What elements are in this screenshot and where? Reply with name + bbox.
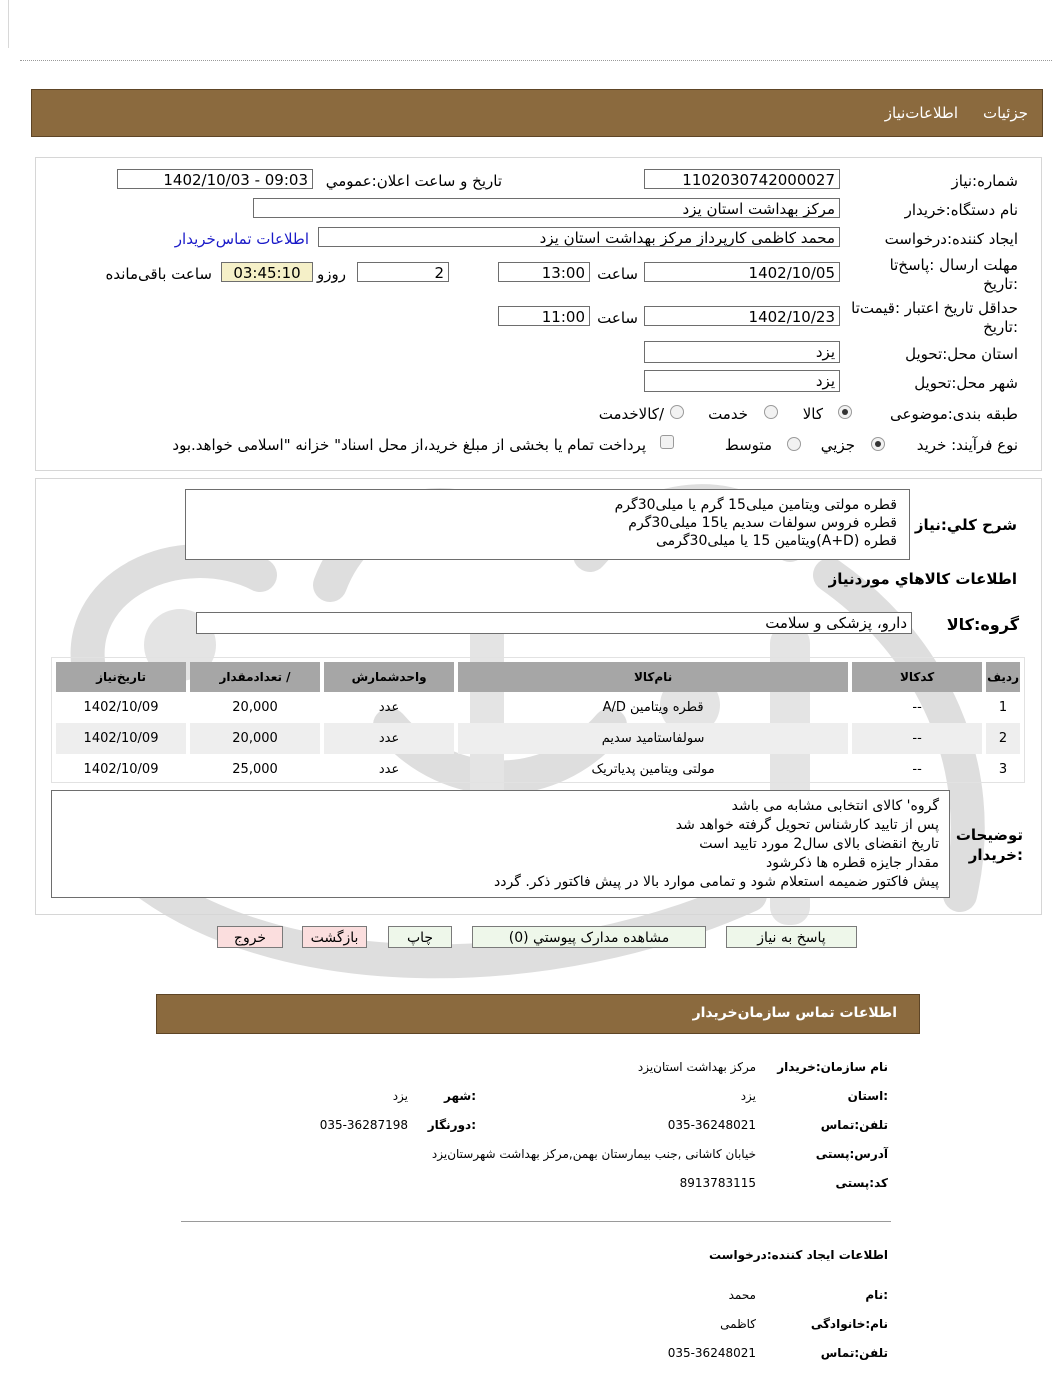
cell-unit: عدد [324,723,454,754]
province-label: استان محل:تحويل [905,345,1018,363]
cell-row: 1 [998,700,1008,715]
table-header-row [56,662,1020,692]
first-name-label: :نام [865,1288,888,1302]
deadline-label: مهلت ارسال :پاسخ‌تا [889,256,1018,274]
buyer-contact-link[interactable]: اطلاعات تماس‌خريدار [174,230,309,248]
treasury-payment-note: پرداخت تمام یا بخشی از مبلغ خرید،از محل اسناد" خزانه "اسلامی خواهد.بود [172,436,646,454]
cell-code: -- [852,723,982,754]
creator-info-title: اطلاعات ایجاد کننده:درخواست [708,1248,888,1262]
category-service-label: خدمت [708,405,748,423]
cell-quantity: 25,000 [232,762,278,777]
col-quantity: / تعدادمقدار [190,662,320,692]
city-info-label: :شهر [444,1089,476,1103]
buyer-org-field: مرکز بهداشت استان یزد [253,198,840,218]
creator-phone-value: 035-36248021 [667,1346,756,1360]
buyer-note-line: پس از تایید کارشناس تحویل گرفته خواهد شد [675,817,939,833]
treasury-payment-checkbox[interactable] [660,435,674,449]
tab-need-info[interactable]: اطلاعات‌نیاز [884,104,958,122]
top-dotted-divider [20,60,1052,61]
goods-group-field: دارو، پزشکی و سلامت [196,612,912,634]
table-row [56,692,1020,723]
description-line: قطره فروس سولفات سدیم یا15 میلی30گرم [628,515,897,531]
cell-name: قطره ویتامین A/D [602,700,704,715]
process-medium-label: متوسط [724,436,772,454]
reply-button[interactable]: پاسخ به نياز [726,926,857,948]
buyer-note-line: گروه' کالای انتخابی مشابه می باشد [731,798,939,814]
process-minor-label: جزيي [820,436,855,454]
cell-date: 1402/10/09 [56,723,186,754]
description-label: شرح کلي:نياز [914,516,1017,534]
validity-label-date: :تاريخ [983,318,1018,336]
deadline-date-field: 1402/10/05 [644,262,840,282]
cell-code: -- [912,700,922,715]
goods-group-label: گروه:کالا [946,615,1019,634]
col-date: تاريخ‌نياز [56,662,186,692]
buyer-note-line: تاریخ انقضای بالای سال2 مورد تایید است [699,836,939,852]
address-value: خیابان کاشانی ,جنب بیمارستان بهمن,مرکز بهداشت شهرستان‌یزد [431,1147,756,1161]
validity-time-field: 11:00 [498,306,590,326]
tab-details[interactable]: جزئیات [983,104,1028,122]
contact-header-bar [156,994,920,1034]
description-line: قطره (A+D)ویتامین 15 یا میلی30گرمی [655,533,897,549]
buyer-org-label: نام دستگاه:خريدار [904,201,1018,219]
last-name-value: کاظمی [720,1317,756,1331]
contact-divider [181,1221,891,1222]
view-attachments-button[interactable]: مشاهده مدارک پيوستي (0) [472,926,706,948]
category-goods-label: کالا [802,405,823,423]
province-field: یزد [644,341,840,363]
days-label: روزو [317,265,346,283]
remaining-time-label: ساعت باقی‌مانده [105,265,212,283]
process-minor-radio[interactable] [871,437,885,451]
postal-code-label: کد:پستی [835,1176,888,1190]
creator-label: ايجاد کننده:درخواست [884,230,1018,248]
city-info-value: یزد [392,1089,408,1103]
cell-unit: عدد [378,762,400,777]
days-remaining-field: 2 [357,262,449,282]
validity-time-label: ساعت [597,309,638,327]
announce-date-field: 1402/10/03 - 09:03 [117,169,313,189]
org-name-label: نام سازمان:خريدار [777,1060,888,1074]
validity-label: حداقل تاريخ اعتبار :قيمت‌تا [851,299,1018,317]
cell-code: -- [912,762,922,777]
buyer-notes-label: توضيحات [955,826,1023,844]
fax-label: :دورنگار [427,1118,476,1132]
buyer-notes-label-2: :خريدار [968,846,1023,864]
cell-row: 3 [998,762,1008,777]
col-code: کدکالا [852,662,982,692]
phone-label: تلفن:تماس [820,1118,888,1132]
address-label: آدرس:پستی [815,1147,888,1161]
announce-label: تاريخ و ساعت اعلان:عمومي [325,172,502,190]
cell-unit: عدد [378,700,400,715]
back-button[interactable]: بازگشت [302,926,367,948]
col-row: رديف [986,662,1020,692]
need-number-field: 1102030742000027 [644,169,840,189]
col-unit: واحدشمارش [324,662,454,692]
last-name-label: نام:خانوادگی [810,1317,888,1331]
cell-name: سولفاستامید سدیم [458,723,848,754]
creator-phone-label: تلفن:تماس [820,1346,888,1360]
cell-date: 1402/10/09 [83,762,159,777]
category-both-radio[interactable] [670,405,684,419]
fax-value: 035-36287198 [319,1118,408,1132]
items-table [52,662,1024,785]
deadline-time-field: 13:00 [498,262,590,282]
process-label: نوع فرآیند: خريد [916,436,1018,454]
org-name-value: مرکز بهداشت استان‌یزد [637,1060,756,1074]
province-info-value: یزد [740,1089,756,1103]
city-field: یزد [644,370,840,392]
first-name-value: محمد [728,1288,756,1302]
col-name: نام‌کالا [458,662,848,692]
print-button[interactable]: چاپ [388,926,452,948]
table-row [56,723,1020,754]
cell-row: 2 [986,723,1020,754]
category-goods-radio[interactable] [838,405,852,419]
category-service-radio[interactable] [764,405,778,419]
header-bar [31,89,1043,137]
cell-quantity: 20,000 [190,723,320,754]
postal-code-value: 8913783115 [679,1176,756,1190]
buyer-notes-textbox [51,790,950,898]
cell-date: 1402/10/09 [83,700,159,715]
contact-title: اطلاعات تماس سازمان‌خريدار [692,1005,897,1021]
buyer-note-line: پیش فاکتور ضمیمه استعلام شود و تمامی موارد بالا در پیش فاکتور ذکر. گردد [494,874,939,890]
cell-quantity: 20,000 [232,700,278,715]
goods-info-title: اطلاعات کالاهاي موردنياز [828,570,1017,588]
table-row [56,754,1020,785]
category-label: طبقه بندی:موضوعی [890,405,1018,423]
process-medium-radio[interactable] [787,437,801,451]
buyer-note-line: مقدار جایزه قطره ها ذکرشود [766,855,939,871]
exit-button[interactable]: خروج [217,926,283,948]
cell-name: مولتی ویتامین پدیاتریک [591,762,715,777]
deadline-label-date: :تاريخ [983,275,1018,293]
phone-value: 035-36248021 [667,1118,756,1132]
remaining-time-field: 03:45:10 [221,262,313,282]
left-edge-line [8,0,9,48]
validity-date-field: 1402/10/23 [644,306,840,326]
category-both-label: /کالاخدمت [598,405,664,423]
description-line: قطره مولتی ویتامین میلی15 گرم یا میلی30گرم [614,497,897,513]
creator-field: محمد کاظمی کارپرداز مرکز بهداشت استان یزد [318,227,840,247]
need-number-label: شماره:نیاز [951,172,1018,190]
province-info-label: :استان [847,1089,888,1103]
description-textbox [185,489,910,560]
deadline-time-label: ساعت [597,265,638,283]
city-label: شهر محل:تحويل [914,374,1018,392]
